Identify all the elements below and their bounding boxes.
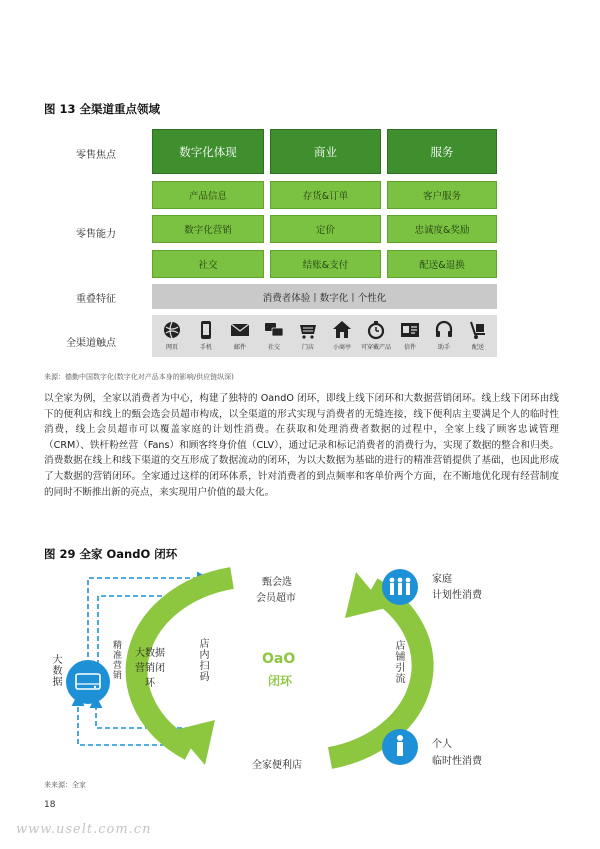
personal-temporary-label: 临时性消费 <box>432 756 482 767</box>
capability-cell: 存货&订单 <box>270 181 381 209</box>
web-icon <box>162 320 182 340</box>
capability-cell: 社交 <box>152 250 264 278</box>
capability-cell: 客户服务 <box>387 181 497 209</box>
big-data-icon <box>66 660 110 704</box>
oao-loop-diagram <box>0 560 600 780</box>
touchpoint-assistant: 助手 <box>427 320 461 351</box>
watch-icon <box>366 320 386 340</box>
figure13-title: 图 13 全渠道重点领域 <box>44 102 161 116</box>
figure29-title: 图 29 全家 OandO 闭环 <box>44 547 178 561</box>
touchpoint-delivery: 配送 <box>461 320 495 351</box>
row-label-focus: 零售焦点 <box>76 150 116 161</box>
store-icon <box>298 320 318 340</box>
row-label-overlap: 重叠特征 <box>76 294 116 305</box>
focus-commerce: 商业 <box>270 129 381 174</box>
oao-center-title: OaO <box>262 651 296 667</box>
family-label: 家庭 <box>432 574 452 585</box>
focus-digital: 数字化体现 <box>152 129 264 174</box>
touchpoint-web: 网页 <box>155 320 189 351</box>
phone-icon <box>196 320 216 340</box>
personal-label: 个人 <box>432 739 452 750</box>
row-label-touchpoints: 全渠道触点 <box>66 338 116 349</box>
delivery-icon <box>468 320 488 340</box>
watermark: www.uselt.com.cn <box>16 822 152 837</box>
touchpoint-letter: 信件 <box>393 320 427 351</box>
social-icon <box>264 320 284 340</box>
capability-cell: 定价 <box>270 215 381 243</box>
touchpoint-store: 门店 <box>291 320 325 351</box>
figure29-source: 来来源：全家 <box>44 781 86 789</box>
in-store-scan-label: 店内扫码 <box>197 638 208 682</box>
focus-service: 服务 <box>387 129 497 174</box>
capability-cell: 配送&退换 <box>387 250 497 278</box>
oao-center-subtitle: 闭环 <box>268 674 293 688</box>
letter-icon <box>400 320 420 340</box>
touchpoint-social: 社交 <box>257 320 291 351</box>
kiosk-icon <box>332 320 352 340</box>
touchpoint-phone: 手机 <box>189 320 223 351</box>
capability-cell: 结账&支付 <box>270 250 381 278</box>
online-store-line2: 会员超市 <box>256 593 296 604</box>
capability-cell: 忠诚度&奖励 <box>387 215 497 243</box>
page-number: 18 <box>44 800 56 810</box>
touchpoint-mail: 邮件 <box>223 320 257 351</box>
capability-cell: 数字化营销 <box>152 215 264 243</box>
mail-icon <box>230 320 250 340</box>
store-guide-label: 店铺引流 <box>393 640 404 684</box>
big-data-label: 大数据 <box>50 654 61 687</box>
touchpoint-kiosk: 小商亭 <box>325 320 359 351</box>
offline-store-label: 全家便利店 <box>252 760 302 771</box>
row-label-capability: 零售能力 <box>76 229 116 240</box>
family-planned-label: 计划性消费 <box>432 590 482 601</box>
body-paragraph: 以全家为例，全家以消费者为中心，构建了独特的 OandO 闭环，即线上线下闭环和大数据营销闭环。线上线下闭环由线下的便利店和线上的甄会选会员超市构成，以全渠道的形式实现与消费者的无缝连接，线下便利店主要满足个人的临时性消费，线上会员超市可以覆盖家庭的计划性消费。在获取和处理消费者数据的过程中，全家上线了顾客忠诚管理（CRM）、铁杆粉丝营（Fans）和顾客终身价值（CLV），通过记录和标记消费者的消费行为，实现了数据的整合和归类。消费数据在线上和线下渠道的交互形成了数据流动的闭环，为以大数据为基础的进行的精准营销提供了基础，也因此形成了大数据的营销闭环。全家通过这样的闭环体系，针对消费者的到点频率和客单价两个方面，在不断地优化现有经营制度的同时不断推出新的亮点，来实现用户价值的最大化。 <box>44 393 559 498</box>
online-store-line1: 甄会选 <box>262 577 292 588</box>
touchpoint-wearable: 可穿戴产品 <box>359 320 393 351</box>
big-data-marketing-loop-label: 大数据营销闭环 <box>135 648 165 689</box>
capability-cell: 产品信息 <box>152 181 264 209</box>
overlap-bar: 消费者体验丨数字化丨个性化 <box>152 284 497 309</box>
precision-marketing-label: 精准营销 <box>111 640 121 680</box>
figure13-source: 来源：德勤中国数字化(数字化对产品本身的影响/供应链纵深) <box>44 373 234 381</box>
assistant-icon <box>434 320 454 340</box>
